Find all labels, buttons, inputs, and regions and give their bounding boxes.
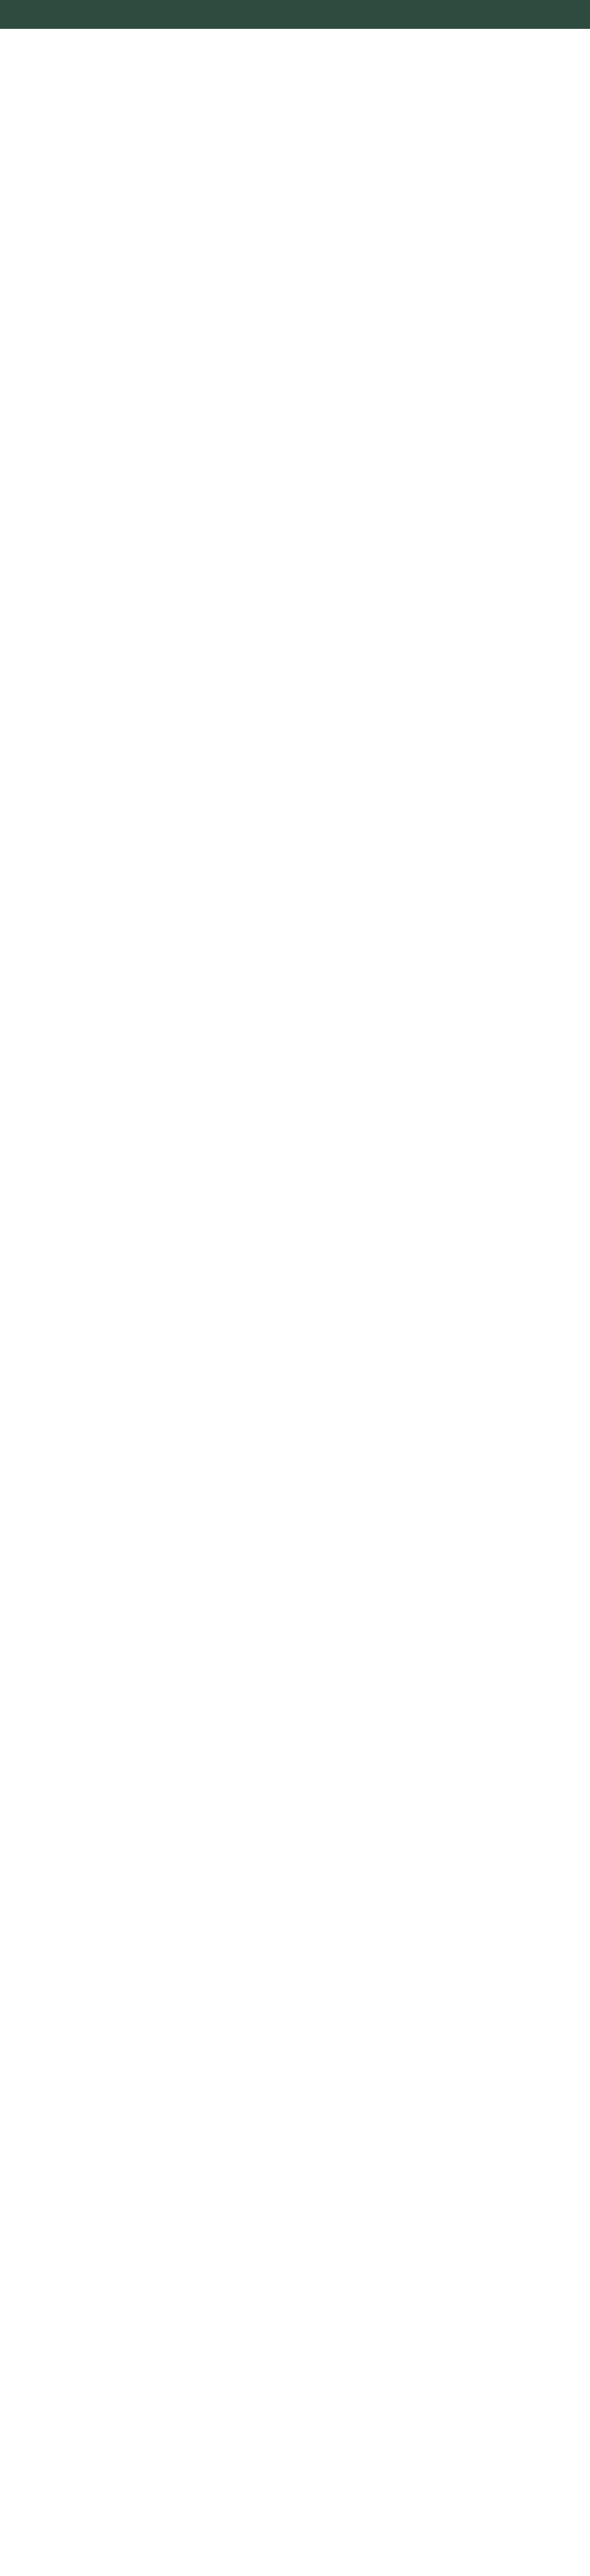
header-cell <box>524 0 590 29</box>
header-cell <box>330 0 452 29</box>
header-cell <box>127 0 235 29</box>
table-header <box>0 0 590 29</box>
header-cell <box>67 0 127 29</box>
header-cell <box>0 0 67 29</box>
header-cell <box>235 0 330 29</box>
header-cell <box>452 0 524 29</box>
pharmacology-table <box>0 0 590 29</box>
